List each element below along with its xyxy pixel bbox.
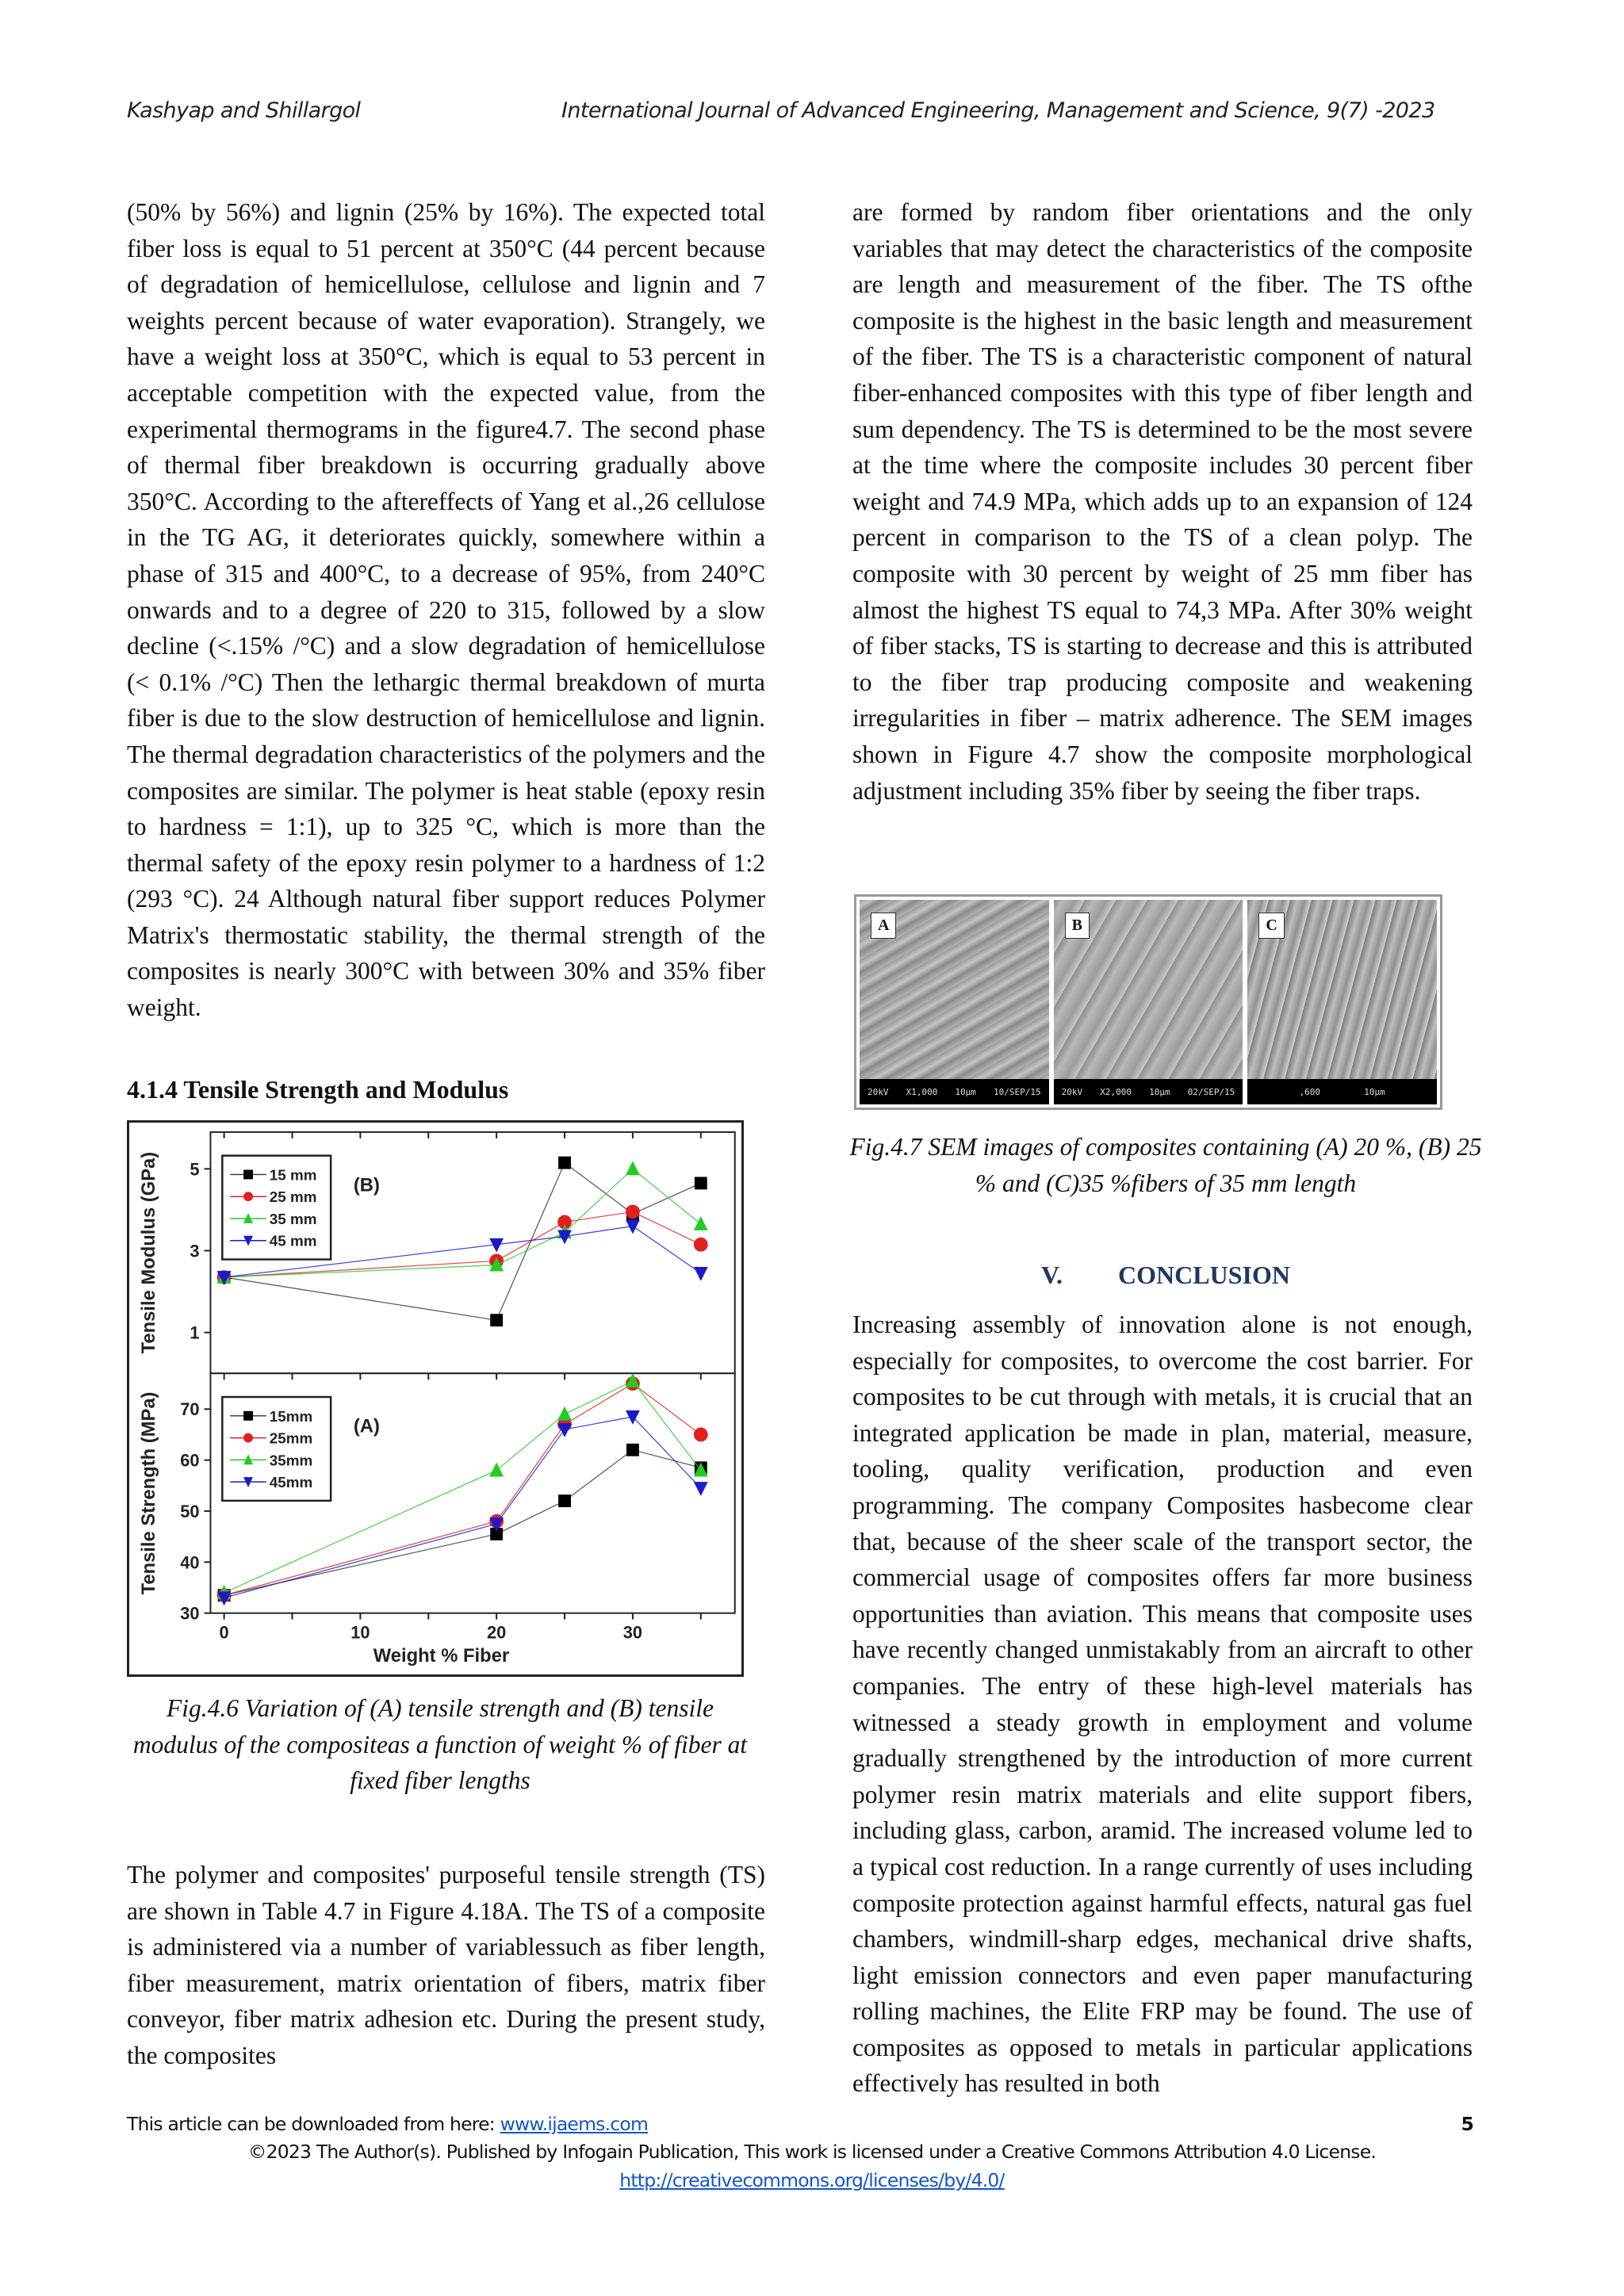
body-text: The polymer and composites' purposeful tensile strength (TS) are shown in Table 4.7 in Figure 4.18A. The TS of a composite is administered via a number of variablessuch as fiber length, fiber measurement, matrix orientation of fibers, matrix fiber conveyor, fiber matrix adhesion etc. During the present study, the composites xyxy=(127,1861,765,2069)
svg-text:35 mm: 35 mm xyxy=(269,1210,317,1227)
page-number: 5 xyxy=(1461,2113,1473,2135)
sem-magnification: X1,000 xyxy=(906,1086,938,1097)
left-paragraph-1 xyxy=(127,194,765,1026)
license-link[interactable]: http://creativecommons.org/licenses/by/4.0/ xyxy=(619,2169,1005,2191)
svg-text:45mm: 45mm xyxy=(269,1474,313,1491)
figure-4-6-caption: Fig.4.6 Variation of (A) tensile strength and (B) tensile modulus of the compositeas a function of weight % of fiber at fixed fiber lengths xyxy=(132,1694,748,1794)
svg-text:30: 30 xyxy=(622,1622,643,1643)
svg-text:1: 1 xyxy=(190,1322,200,1343)
conclusion-paragraph xyxy=(852,1307,1473,2102)
sem-label: B xyxy=(1065,913,1090,939)
svg-text:35mm: 35mm xyxy=(269,1452,313,1469)
svg-text:45 mm: 45 mm xyxy=(269,1232,317,1249)
sem-info-bar xyxy=(1247,1079,1437,1104)
section-title: CONCLUSION xyxy=(1118,1261,1290,1289)
svg-text:50: 50 xyxy=(180,1501,200,1521)
svg-text:3: 3 xyxy=(190,1241,200,1261)
body-text: are formed by random fiber orientations and the only variables that may detect the characteristics of the composite are length and measurement of the fiber. The TS ofthe composite is the highest in the basic length and measurement of the fiber. The TS is a characteristic component of natural fiber-enhanced composites with this type of fiber length and sum dependency. The TS is determined to be the most severe at the time where the composite includes 30 percent fiber weight and 74.9 MPa, which adds up to an expansion of 124 percent in comparison to the TS of a clean polyp. The composite with 30 percent by weight of 25 mm fiber has almost the highest TS equal to 74,3 MPa. After 30% weight of fiber stacks, TS is starting to decrease and this is attributed to the fiber trap producing composite and weakening irregularities in fiber – matrix adherence. The SEM images shown in Figure 4.7 show the composite morphological adjustment including 35% fiber by seeing the fiber traps. xyxy=(852,198,1473,805)
figure-4-7-sem-images xyxy=(854,894,1442,1110)
sem-date: 02/SEP/15 xyxy=(1187,1086,1235,1097)
sem-scale: 10μm xyxy=(1364,1086,1385,1097)
sem-voltage: 20kV xyxy=(868,1086,889,1097)
footer-download-line xyxy=(127,2113,1497,2135)
svg-text:0: 0 xyxy=(219,1622,229,1643)
sem-voltage: 20kV xyxy=(1061,1086,1083,1097)
body-text: (50% by 56%) and lignin (25% by 16%). The expected total fiber loss is equal to 51 percent at 350°C (44 percent because of degradation of hemicellulose, cellulose and lignin and 7 weights percent because of water evaporation). Strangely, we have a weight loss at 350°C, which is equal to 53 percent in acceptable competition with the expected value, from the experimental thermograms in the figure4.7. The second phase of thermal fiber breakdown is occurring gradually above 350°C. According to the aftereffects of Yang et al.,26 cellulose in the TG AG, it deteriorates quickly, somewhere within a phase of 315 and 400°C, to a decrease of 95%, from 240°C onwards and to a degree of 220 to 315, followed by a slow decline (<.15% /°C) and a slow degradation of hemicellulose (< 0.1% /°C) Then the lethargic thermal breakdown of murta fiber is due to the slow destruction of hemicellulose and lignin. The thermal degradation characteristics of the polymers and the composites are similar. The polymer is heat stable (epoxy resin to hardness = 1:1), up to 325 °C, which is more than the thermal safety of the epoxy resin polymer to a hardness of 1:2 (293 °C). 24 Although natural fiber support reduces Polymer Matrix's thermostatic stability, the thermal strength of the composites is nearly 300°C with between 30% and 35% fiber weight. xyxy=(127,198,765,1022)
section-number: V. xyxy=(1041,1261,1063,1289)
svg-text:15 mm: 15 mm xyxy=(269,1166,317,1184)
sem-label: C xyxy=(1258,913,1284,939)
sem-label: A xyxy=(871,913,896,939)
conclusion-heading xyxy=(841,1261,1491,1290)
sem-panel-a xyxy=(860,900,1049,1104)
sem-magnification: ,600 xyxy=(1299,1086,1321,1097)
sem-date: 10/SEP/15 xyxy=(994,1086,1041,1097)
svg-text:60: 60 xyxy=(180,1450,200,1471)
svg-text:Weight % Fiber: Weight % Fiber xyxy=(373,1645,510,1667)
svg-text:20: 20 xyxy=(487,1622,507,1643)
sem-scale: 10μm xyxy=(955,1086,976,1097)
sem-info-bar xyxy=(860,1079,1049,1104)
right-paragraph-1 xyxy=(852,194,1473,809)
sem-panel-b xyxy=(1054,900,1243,1104)
svg-text:15mm: 15mm xyxy=(269,1407,313,1425)
svg-text:25 mm: 25 mm xyxy=(269,1188,317,1206)
svg-text:(A): (A) xyxy=(353,1415,380,1437)
svg-text:40: 40 xyxy=(180,1552,200,1573)
svg-text:Tensile Modulus (GPa): Tensile Modulus (GPa) xyxy=(138,1151,160,1354)
sem-info-bar xyxy=(1054,1079,1243,1104)
left-paragraph-2 xyxy=(127,1857,765,2074)
sem-magnification: X2,000 xyxy=(1100,1086,1132,1097)
footer-download-text: This article can be downloaded from here: xyxy=(127,2113,500,2135)
header-authors: Kashyap and Shillargol xyxy=(127,98,361,123)
svg-text:70: 70 xyxy=(180,1399,200,1420)
sem-scale: 10μm xyxy=(1149,1086,1170,1097)
figure-4-7-caption: Fig.4.7 SEM images of composites containing (A) 20 %, (B) 25 % and (C)35 %fibers of 35 mm length xyxy=(849,1133,1482,1197)
svg-text:Tensile Strength (MPa): Tensile Strength (MPa) xyxy=(138,1391,160,1595)
footer-license-text: ©2023 The Author(s). Published by Infogain Publication, This work is licensed under a Creative Commons Attribution 4.0 License. xyxy=(247,2141,1377,2163)
tensile-chart-svg xyxy=(129,1123,741,1674)
section-heading: 4.1.4 Tensile Strength and Modulus xyxy=(127,1075,509,1104)
figure-4-6-chart xyxy=(127,1120,744,1677)
footer-license-line xyxy=(127,2169,1497,2191)
svg-text:30: 30 xyxy=(180,1603,200,1624)
journal-website-link[interactable]: www.ijaems.com xyxy=(500,2113,649,2135)
running-header xyxy=(127,98,1497,130)
sem-panel-c xyxy=(1247,900,1437,1104)
body-text: Increasing assembly of innovation alone is not enough, especially for composites, to overcome the cost barrier. For composites to be cut through with metals, it is crucial that an integrated application be made in plan, material, measure, tooling, quality verification, production and even programming. The company Composites hasbecome clear that, because of the sheer scale of the transport sector, the commercial usage of composites offers far more business opportunities than aviation. This means that composite uses have recently changed unmistakably from an aircraft to other companies. The entry of these high-level materials has witnessed a steady growth in employment and volume gradually strengthened by the introduction of more current polymer resin matrix materials and elite support fibers, including glass, carbon, aramid. The increased volume led to a typical cost reduction. In a range currently of uses including composite protection against harmful effects, natural gas fuel chambers, windmill-sharp edges, mechanical drive shafts, light emission connectors and even paper manufacturing rolling machines, the Elite FRP may be found. The use of composites as opposed to metals in particular applications effectively has resulted in both xyxy=(852,1311,1473,2098)
header-journal: International Journal of Advanced Engineering, Management and Science, 9(7) -2023 xyxy=(561,98,1435,123)
svg-text:5: 5 xyxy=(190,1159,200,1180)
svg-text:10: 10 xyxy=(350,1622,370,1643)
svg-text:25mm: 25mm xyxy=(269,1429,313,1447)
svg-text:(B): (B) xyxy=(353,1174,380,1196)
